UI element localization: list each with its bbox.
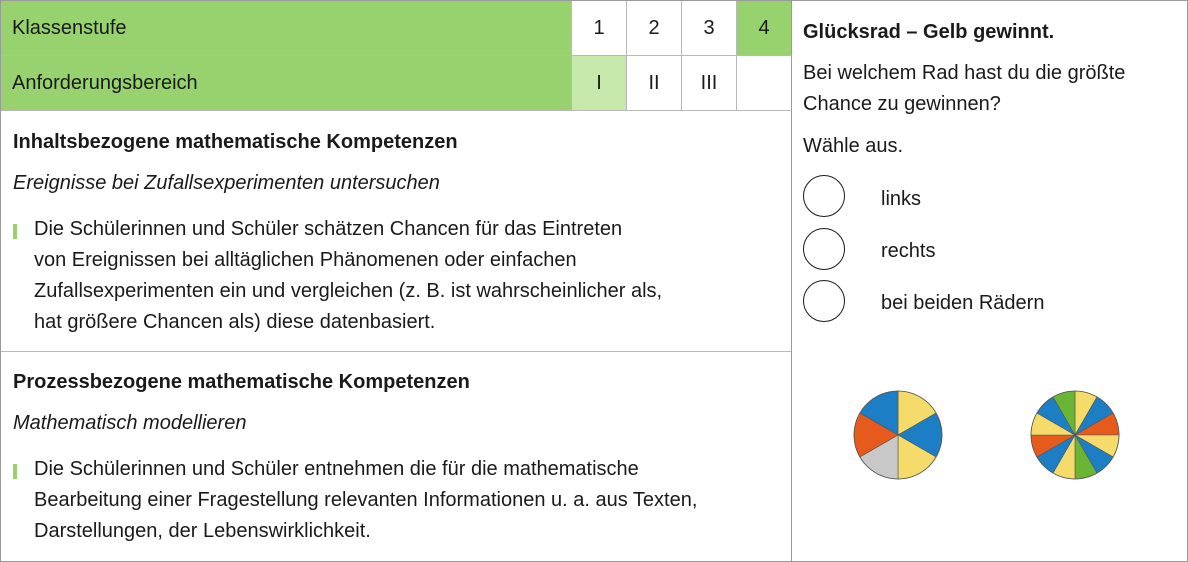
task-question-line: Bei welchem Rad hast du die größte: [803, 62, 1126, 84]
area-label-cell: [1, 56, 572, 111]
option-label-beide: bei beiden Rädern: [881, 292, 1045, 314]
radio-option-links[interactable]: [803, 175, 845, 217]
section-divider: [1, 351, 791, 352]
grade-cell-3: [682, 1, 737, 56]
process-competencies-line: Bearbeitung einer Fragestellung relevanten Informationen u. a. aus Texten,: [34, 489, 698, 511]
area-cell-3: [682, 56, 737, 111]
process-competencies-line: Die Schülerinnen und Schüler entnehmen die für die mathematische: [34, 458, 639, 480]
task-question-line: Chance zu gewinnen?: [803, 93, 1001, 115]
area-cell-1: [572, 56, 627, 111]
process-competencies-line: Darstellungen, der Lebenswirklichkeit.: [34, 520, 371, 542]
content-competencies-line: Zufallsexperimenten ein und vergleichen (z. B. ist wahrscheinlicher als,: [34, 280, 663, 302]
grade-cell-2: [627, 1, 682, 56]
bullet-marker: [13, 224, 17, 239]
radio-option-beide[interactable]: [803, 280, 845, 322]
area-cell-4: [737, 56, 792, 111]
content-competencies-line: von Ereignissen bei alltäglichen Phänomenen oder einfachen: [34, 249, 577, 271]
grade-value: 2: [648, 16, 660, 39]
grade-label: Klassenstufe: [12, 16, 127, 39]
content-competencies-heading: Inhaltsbezogene mathematische Kompetenzen: [13, 131, 458, 153]
task-title: Glücksrad – Gelb gewinnt.: [803, 21, 1055, 43]
grade-value: 4: [758, 16, 770, 39]
wheel-right: [1029, 389, 1121, 481]
content-competencies-line: hat größere Chancen als) diese datenbasiert.: [34, 311, 436, 333]
process-competencies-heading: Prozessbezogene mathematische Kompetenzen: [13, 371, 470, 393]
grade-cell-4: [737, 1, 792, 56]
area-value: I: [596, 71, 602, 94]
area-cell-2: [627, 56, 682, 111]
bullet-marker: [13, 464, 17, 479]
radio-option-rechts[interactable]: [803, 228, 845, 270]
grade-value: 3: [703, 16, 715, 39]
task-instruction: Wähle aus.: [803, 135, 904, 157]
area-label: Anforderungsbereich: [12, 71, 198, 94]
process-competencies-subheading: Mathematisch modellieren: [13, 412, 247, 434]
grade-value: 1: [593, 16, 605, 39]
wheel-left: [852, 389, 944, 481]
area-value: III: [700, 71, 718, 94]
option-label-rechts: rechts: [881, 240, 936, 262]
content-competencies-line: Die Schülerinnen und Schüler schätzen Chancen für das Eintreten: [34, 218, 623, 240]
grade-cell-1: [572, 1, 627, 56]
option-label-links: links: [881, 188, 922, 210]
content-competencies-subheading: Ereignisse bei Zufallsexperimenten untersuchen: [13, 172, 440, 194]
area-value: II: [648, 71, 660, 94]
grade-label-cell: [1, 1, 572, 56]
